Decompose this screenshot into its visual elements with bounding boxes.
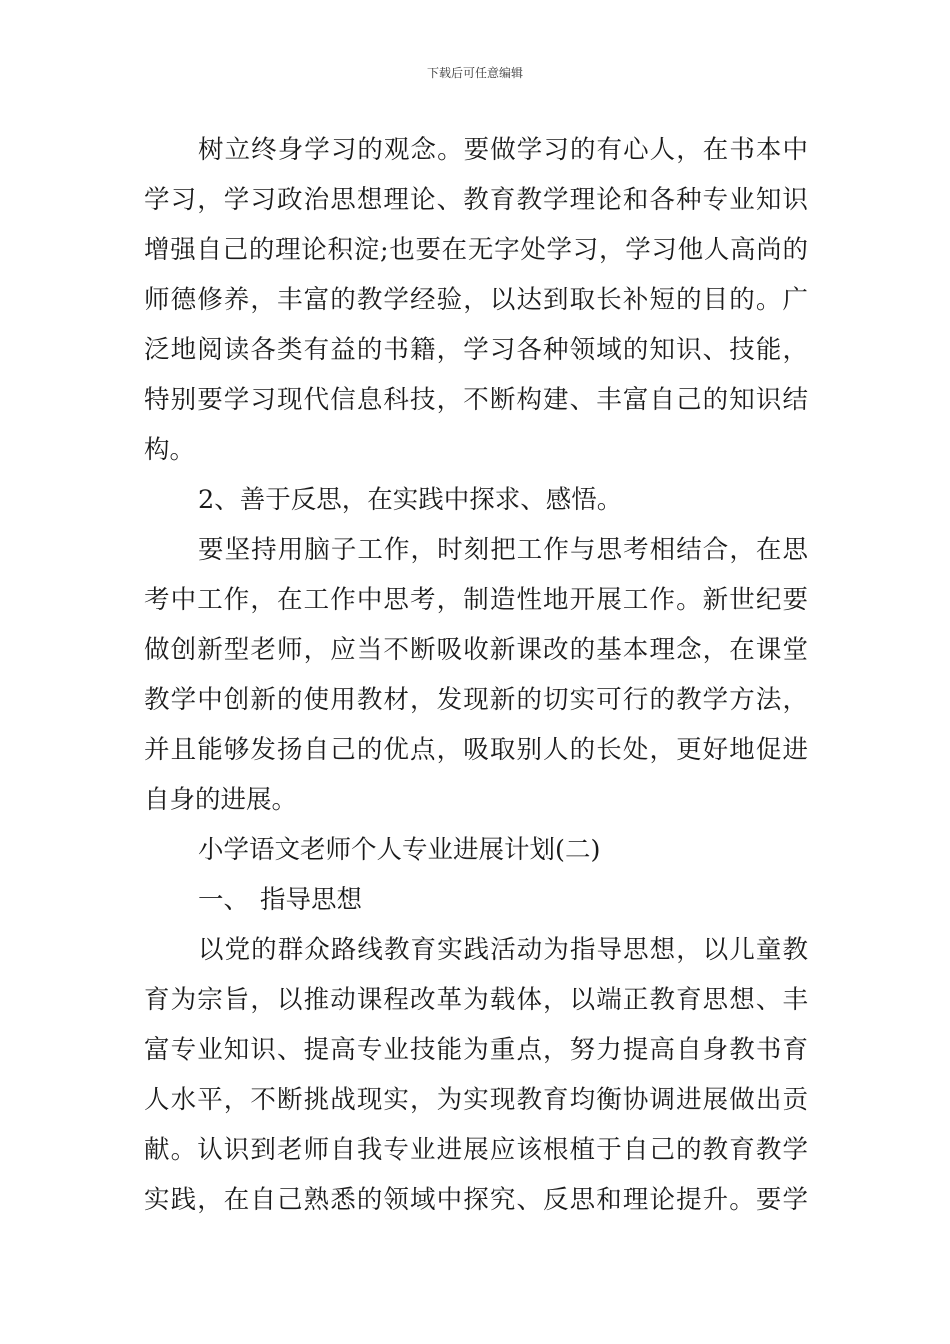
paragraph-reflection-heading: [144, 475, 808, 525]
text-line: 特别要学习现代信息科技，不断构建、丰富自己的知识结: [144, 385, 808, 415]
document-section-title: 小学语文老师个人专业进展计划(二): [198, 835, 601, 865]
text-line: 实践，在自己熟悉的领域中探究、反思和理论提升。要学: [144, 1185, 808, 1215]
document-body: [144, 125, 808, 1225]
text-line: 并且能够发扬自己的优点，吸取别人的长处，更好地促进: [144, 735, 808, 765]
paragraph-guiding-heading: [144, 875, 808, 925]
text-line: 要坚持用脑子工作，时刻把工作与思考相结合，在思: [198, 535, 808, 565]
text-line: 学习，学习政治思想理论、教育教学理论和各种专业知识: [144, 185, 808, 215]
text-line: 人水平，不断挑战现实，为实现教育均衡协调进展做出贡: [144, 1085, 808, 1115]
text-line: 树立终身学习的观念。要做学习的有心人，在书本中: [198, 135, 808, 165]
section-subheading: 2、善于反思，在实践中探求、感悟。: [198, 485, 623, 515]
paragraph-guiding-body: [144, 925, 808, 1225]
text-line: 泛地阅读各类有益的书籍，学习各种领域的知识、技能，: [144, 335, 808, 365]
paragraph-reflection-body: [144, 525, 808, 825]
text-line: 做创新型老师，应当不断吸收新课改的基本理念，在课堂: [144, 635, 808, 665]
text-line: 教学中创新的使用教材，发现新的切实可行的教学方法，: [144, 685, 808, 715]
page-header: 下载后可任意编辑: [426, 66, 523, 80]
text-line: 自身的进展。: [144, 785, 298, 815]
section-heading: [144, 875, 808, 925]
text-line: 考中工作，在工作中思考，制造性地开展工作。新世纪要: [144, 585, 808, 615]
text-line: 献。认识到老师自我专业进展应该根植于自己的教育教学: [144, 1135, 808, 1165]
text-line: 增强自己的理论积淀;也要在无字处学习，学习他人高尚的: [144, 235, 808, 265]
heading-text: 指导思想: [260, 885, 363, 915]
text-line: 构。: [144, 435, 196, 465]
text-line: 育为宗旨，以推动课程改革为载体，以端正教育思想、丰: [144, 985, 808, 1015]
paragraph-plan-title: [144, 825, 808, 875]
text-line: 以党的群众路线教育实践活动为指导思想，以儿童教: [198, 935, 808, 965]
paragraph-lifelong-learning: [144, 125, 808, 475]
text-line: 师德修养，丰富的教学经验，以达到取长补短的目的。广: [144, 285, 808, 315]
text-line: 富专业知识、提高专业技能为重点，努力提高自身教书育: [144, 1035, 808, 1065]
heading-number: 一、: [198, 885, 250, 915]
